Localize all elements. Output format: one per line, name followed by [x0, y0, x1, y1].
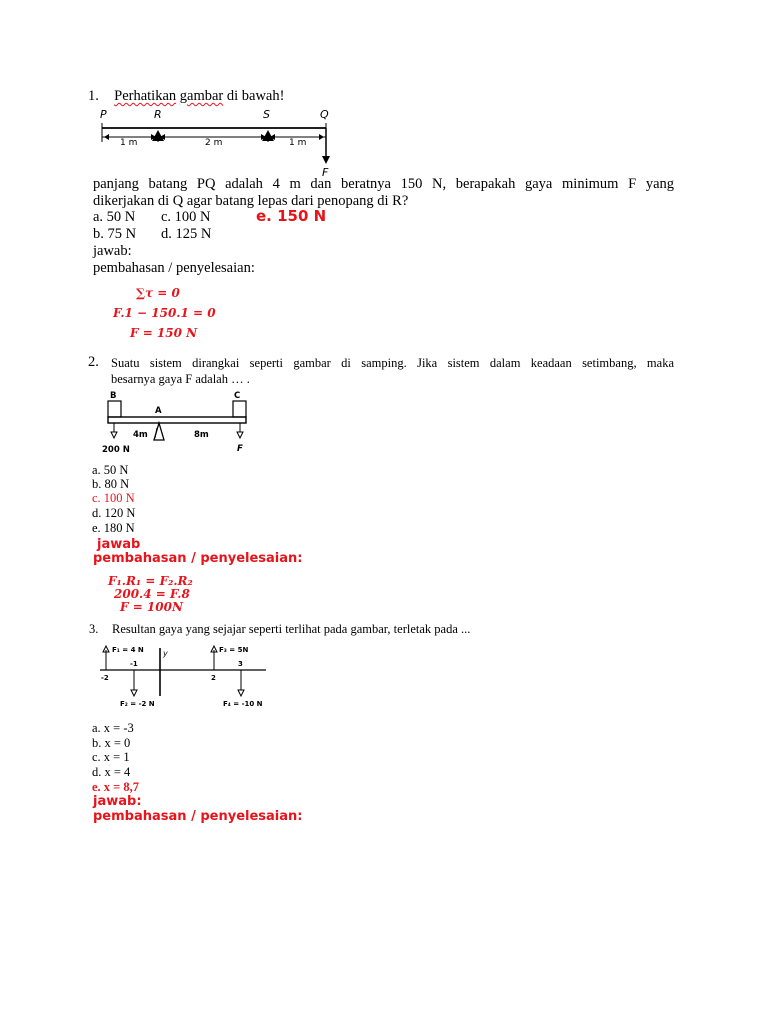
q2-label-b: B	[110, 391, 117, 401]
q2-option-a: a. 50 N	[92, 463, 129, 477]
q1-text-line1: panjang batang PQ adalah 4 m dan beratnya 150 N, berapakah gaya minimum F yang	[93, 176, 674, 192]
q3-pembahasan: pembahasan / penyelesaian:	[93, 809, 303, 824]
q3-f1-label: F₁ = 4 N	[112, 646, 144, 654]
q1-solution-line3: F = 150 N	[130, 326, 198, 340]
q1-label-p: P	[100, 108, 107, 121]
q3-y-label: y	[163, 649, 168, 658]
q2-label-c: C	[234, 391, 241, 401]
q1-number: 1.	[88, 88, 99, 104]
q2-box-c	[233, 401, 246, 417]
q1-instr-rest: di bawah!	[223, 88, 285, 104]
q1-support-r	[152, 130, 164, 141]
q2-number: 2.	[88, 354, 99, 370]
q2-pembahasan: pembahasan / penyelesaian:	[93, 551, 303, 566]
q2-text-line1: Suatu sistem dirangkai seperti gambar di samping. Jika sistem dalam keadaan setimbang, maka	[111, 356, 674, 370]
q2-option-b: b. 80 N	[92, 477, 130, 491]
q2-arrow-left	[111, 432, 117, 438]
q1-option-d: d. 125 N	[161, 226, 212, 242]
q3-f4-arrow	[238, 690, 244, 696]
q1-instr-word1: Perhatikan	[114, 88, 177, 104]
q1-solution-line1: ∑τ = 0	[136, 286, 180, 300]
q2-force-right: F	[237, 444, 243, 454]
q1-seg-3: 1 m	[289, 138, 307, 148]
q1-seg-1: 1 m	[120, 138, 138, 148]
q2-jawab: jawab	[97, 537, 141, 552]
q1-option-e: e. 150 N	[256, 207, 327, 225]
q3-f4-label: F₄ = -10 N	[223, 700, 263, 708]
q1-label-r: R	[154, 108, 162, 121]
q1-solution-line2: F.1 − 150.1 = 0	[113, 306, 216, 320]
q1-option-b: b. 75 N	[93, 226, 137, 242]
q3-option-d: d. x = 4	[92, 765, 131, 779]
q3-option-e: e. x = 8,7	[92, 780, 140, 794]
q3-number: 3.	[89, 622, 99, 636]
q1-instruction	[88, 88, 284, 105]
q3-force-diagram	[98, 640, 270, 712]
q2-solution-line2: 200.4 = F.8	[114, 587, 190, 601]
q2-option-e: e. 180 N	[92, 521, 135, 535]
q1-jawab: jawab:	[93, 243, 132, 259]
q1-force-arrow	[322, 156, 330, 164]
q1-label-q: Q	[320, 108, 329, 121]
q1-force-label: F	[322, 166, 329, 178]
q2-dist-left: 4m	[133, 430, 148, 440]
q2-text-line2: besarnya gaya F adalah … .	[111, 372, 250, 386]
q2-solution-line1: F₁.R₁ = F₂.R₂	[108, 574, 193, 588]
q1-instr-word2: gambar	[179, 88, 224, 104]
q2-bar	[108, 417, 246, 423]
q3-f2-arrow	[131, 690, 137, 696]
q2-label-a: A	[155, 406, 162, 416]
q3-text: Resultan gaya yang sejajar seperti terlihat pada gambar, terletak pada ...	[112, 622, 471, 636]
q1-pembahasan: pembahasan / penyelesaian:	[93, 260, 255, 276]
q3-tick-2: 2	[211, 674, 216, 682]
q2-dist-right: 8m	[194, 430, 209, 440]
q2-arrow-right	[237, 432, 243, 438]
q2-option-c: c. 100 N	[92, 491, 135, 505]
q3-f3-label: F₃ = 5N	[219, 646, 249, 654]
q1-option-a: a. 50 N	[93, 209, 136, 225]
q1-label-s: S	[263, 108, 270, 121]
q1-seg-2: 2 m	[205, 138, 223, 148]
q1-option-c: c. 100 N	[161, 209, 211, 225]
q2-box-b	[108, 401, 121, 417]
q1-text-line2: dikerjakan di Q agar batang lepas dari penopang di R?	[93, 193, 409, 209]
q3-jawab: jawab:	[93, 794, 142, 809]
q3-tick-neg2: -2	[101, 674, 109, 682]
q1-support-s	[262, 130, 274, 141]
q1-beam-diagram	[96, 106, 346, 178]
q3-option-c: c. x = 1	[92, 750, 130, 764]
q2-force-left: 200 N	[102, 445, 130, 455]
q3-tick-neg1: -1	[130, 660, 138, 668]
q3-tick-3: 3	[238, 660, 243, 668]
q3-option-a: a. x = -3	[92, 721, 134, 735]
q2-solution-line3: F = 100N	[120, 600, 183, 614]
q3-f2-label: F₂ = -2 N	[120, 700, 155, 708]
q2-option-d: d. 120 N	[92, 506, 136, 520]
q3-option-b: b. x = 0	[92, 736, 131, 750]
q2-lever-diagram	[100, 388, 252, 458]
